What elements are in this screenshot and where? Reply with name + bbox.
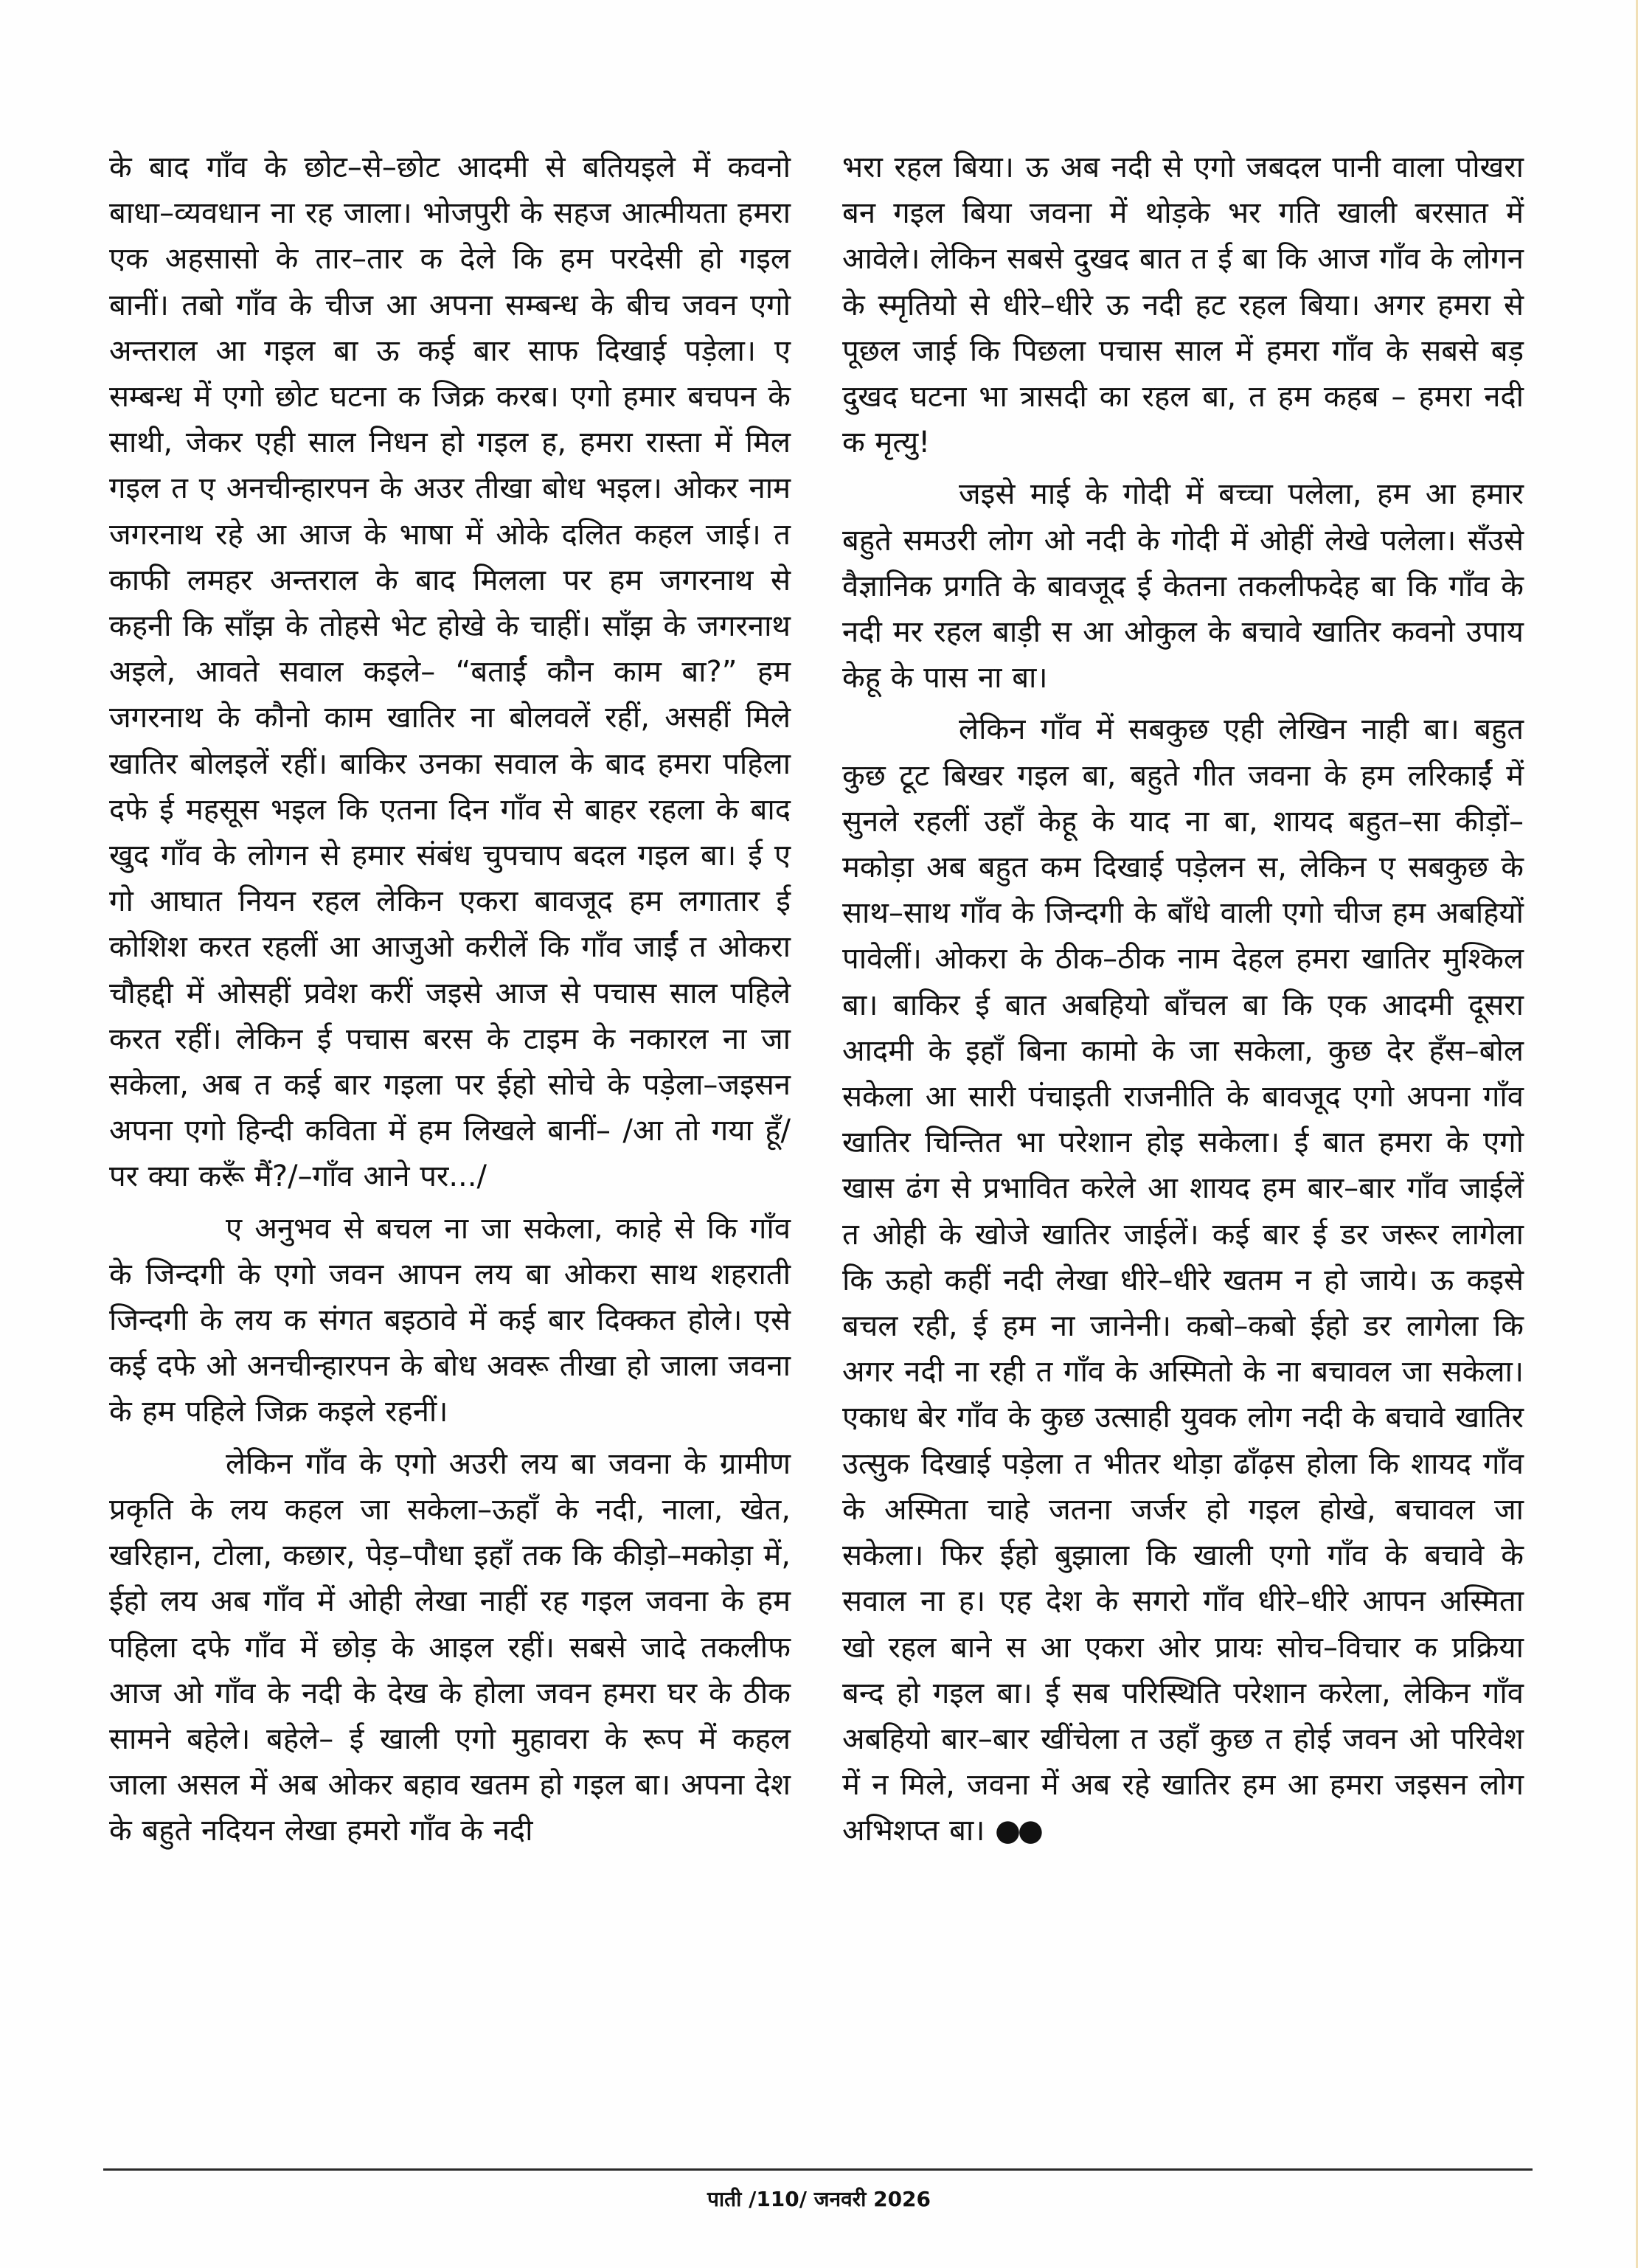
paragraph: भरा रहल बिया। ऊ अब नदी से एगो जबदल पानी वाला पोखरा बन गइल बिया जवना में थोड़के भर गति खाली बरसात में आवेले। लेकिन सबसे दुखद बात त ई बा कि आज गाँव के लोगन के स्मृतियो से धीरे–धीरे ऊ नदी हट रहल बिया। अगर हमरा से पूछल जाई कि पिछला पचास साल में हमरा गाँव के सबसे बड़ दुखद घटना भा त्रासदी का रहल बा, त हम कहब – हमरा नदी क मृत्यु!	[842, 150, 1524, 460]
paragraph-text: लेकिन गाँव में सबकुछ एही लेखिन नाही बा। बहुत कुछ टूट बिखर गइल बा, बहुते गीत जवना के हम लरिकाईं में सुनले रहलीं उहाँ केहू के याद ना बा, शायद बहुत–सा कीड़ों–मकोड़ा अब बहुत कम दिखाई पड़ेलन स, लेकिन ए सबकुछ के साथ–साथ गाँव के जिन्दगी के बाँधे वाली एगो चीज हम अबहियों पावेलीं। ओकरा के ठीक–ठीक नाम देहल हमरा खातिर मुश्किल बा। बाकिर ई बात अबहियो बाँचल बा कि एक आदमी दूसरा आदमी के इहाँ बिना कामो के जा सकेला, कुछ देर हँस–बोल सकेला आ सारी पंचाइती राजनीति के बावजूद एगो अपना गाँव खातिर चिन्तित भा परेशान होइ सकेला। ई बात हमरा के एगो खास ढंग से प्रभावित करेले आ शायद हम बार–बार गाँव जाईलें त ओही के खोजे खातिर जाईलें। कई बार ई डर जरूर लागेला कि ऊहो कहीं नदी लेखा धीरे–धीरे खतम न हो जाये। ऊ कइसे बचल रही, ई हम ना जानेनी। कबो–कबो ईहो डर लागेला कि अगर नदी ना रही त गाँव के अस्मितो के ना बचावल जा सकेला। एकाध बेर गाँव के कुछ उत्साही युवक लोग नदी के बचावे खातिर उत्सुक दिखाई पड़ेला त भीतर थोड़ा ढाँढ़स होला कि शायद गाँव के अस्मिता चाहे जतना जर्जर हो गइल होखे, बचावल जा सकेला। फिर ईहो बुझाला कि खाली एगो गाँव के बचावे के सवाल ना ह। एह देश के सगरो गाँव धीरे–धीरे आपन अस्मिता खो रहल बाने स आ एकरा ओर प्रायः सोच–विचार क प्रक्रिया बन्द हो गइल बा। ई सब परिस्थिति परेशान करेला, लेकिन गाँव अबहियो बार–बार खींचेला त उहाँ कुछ त होई जवन ओ परिवेश में न मिले, जवना में अब रहे खातिर हम आ हमरा जइसन लोग अभिशप्त बा।	[842, 712, 1524, 1848]
footer-separator: /	[741, 2187, 757, 2211]
right-column	[842, 145, 1524, 1860]
paragraph: के बाद गाँव के छोट–से–छोट आदमी से बतियइले में कवनो बाधा–व्यवधान ना रह जाला। भोजपुरी के सहज आत्मीयता हमरा एक अहसासो के तार–तार क देले कि हम परदेसी हो गइल बानीं। तबो गाँव के चीज आ अपना सम्बन्ध के बीच जवन एगो अन्तराल आ गइल बा ऊ कई बार साफ दिखाई पड़ेला। ए सम्बन्ध में एगो छोट घटना क जिक्र करब। एगो हमार बचपन के साथी, जेकर एही साल निधन हो गइल ह, हमरा रास्ता में मिल गइल त ए अनचीन्हारपन के अउर तीखा बोध भइल। ओकर नाम जगरनाथ रहे आ आज के भाषा में ओके दलित कहल जाई। त काफी लमहर अन्तराल के बाद मिलला पर हम जगरनाथ से कहनी कि साँझ के तोहसे भेट होखे के चाहीं। साँझ के जगरनाथ अइले, आवते सवाल कइले– “बताईं कौन काम बा?” हम जगरनाथ के कौनो काम खातिर ना बोलवलें रहीं, असहीं मिले खातिर बोलइलें रहीं। बाकिर उनका सवाल के बाद हमरा पहिला दफे ई महसूस भइल कि एतना दिन गाँव से बाहर रहला के बाद खुद गाँव के लोगन से हमार संबंध चुपचाप बदल गइल बा। ई ए गो आघात नियन रहल लेकिन एकरा बावजूद हम लगातार ई कोशिश करत रहलीं आ आजुओ करीलें कि गाँव जाईं त ओकरा चौहद्दी में ओसहीं प्रवेश करीं जइसे आज से पचास साल पहिले करत रहीं। लेकिन ई पचास बरस के टाइम के नकारल ना जा सकेला, अब त कई बार गइला पर ईहो सोचे के पड़ेला–जइसन अपना एगो हिन्दी कविता में हम लिखले बानीं– /आ तो गया हूँ/पर क्या करूँ मैं?/–गाँव आने पर.../	[109, 150, 791, 1194]
article-end-mark-icon: ●●	[995, 1814, 1041, 1848]
paragraph: जइसे माई के गोदी में बच्चा पलेला, हम आ हमार बहुते समउरी लोग ओ नदी के गोदी में ओहीं लेखे पलेला। सँउसे वैज्ञानिक प्रगति के बावजूद ई केतना तकलीफदेह बा कि गाँव के नदी मर रहल बाड़ी स आ ओकुल के बचावे खातिर कवनो उपाय केहू के पास ना बा।	[842, 477, 1524, 696]
footer-separator: /	[799, 2187, 814, 2211]
paragraph: ए अनुभव से बचल ना जा सकेला, काहे से कि गाँव के जिन्दगी के एगो जवन आपन लय बा ओकरा साथ शहराती जिन्दगी के लय क संगत बइठावे में कई बार दिक्कत होले। एसे कई दफे ओ अनचीन्हारपन के बोध अवरू तीखा हो जाला जवना के हम पहिले जिक्र कइले रहनीं।	[109, 1211, 791, 1429]
footer-issue-date: जनवरी 2026	[813, 2187, 931, 2211]
paragraph: लेकिन गाँव के एगो अउरी लय बा जवना के ग्रामीण प्रकृति के लय कहल जा सकेला–ऊहाँ के नदी, नाला, खेत, खरिहान, टोला, कछार, पेड़–पौधा इहाँ तक कि कीड़ो–मकोड़ा में, ईहो लय अब गाँव में ओही लेखा नाहीं रह गइल जवना के हम पहिला दफे गाँव में छोड़ के आइल रहीं। सबसे जादे तकलीफ आज ओ गाँव के नदी के देख के होला जवन हमरा घर के ठीक सामने बहेले। बहेले– ई खाली एगो मुहावरा के रूप में कहल जाला असल में अब ओकर बहाव खतम हो गइल बा। अपना देश के बहुते नदियन लेखा हमरो गाँव के नदी	[109, 1446, 791, 1848]
footer-page-number: 110	[756, 2187, 799, 2211]
left-column	[109, 145, 791, 1860]
paragraph	[842, 707, 1524, 1853]
footer-magazine-name: पाती	[707, 2187, 742, 2211]
page-footer	[0, 2185, 1638, 2213]
footer-divider	[103, 2168, 1533, 2171]
